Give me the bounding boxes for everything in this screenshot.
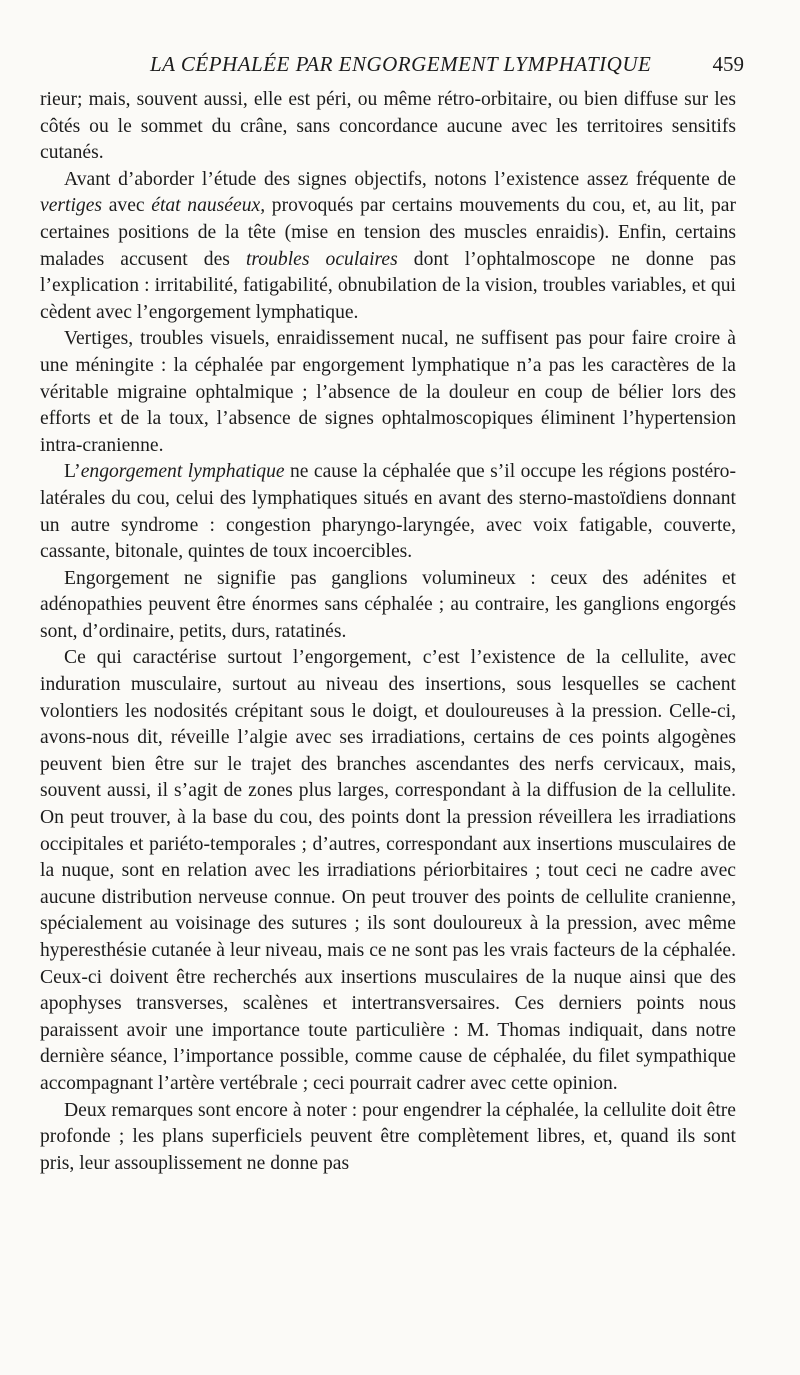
paragraph xyxy=(40,645,736,1097)
text-run: ne cause la céphalée que s’il occupe les régions postéro-latérales du cou, celui des lymphatiques situés en avant des sterno-mastoïdiens donnant un autre syndrome : congestion pharyngo-laryngée, avec voix fatigable, couverte, cassante, bitonale, quintes de toux incoercibles. xyxy=(40,461,736,563)
text-run: dont l’ophtalmoscope ne donne pas l’explication : irritabilité, fatigabilité, obnubilation de la vision, troubles variables, et qui cèdent avec l’engorgement lymphatique. xyxy=(40,248,736,323)
paragraph xyxy=(40,87,736,167)
text-run: Ce qui caractérise surtout l’engorgement, c’est l’existence de la cellulite, avec induration musculaire, surtout au niveau des insertions, sous lesquelles se cachent volontiers les nodosités crépitant sous le doigt, et douloureuses à la pression. Celle-ci, avons-nous dit, réveille l’algie avec ses irradiations, certains de ces points algogènes peuvent bien être sur le trajet des branches ascendantes des nerfs cervicaux, mais, souvent aussi, il s’agit de zones plus larges, correspondant à la diffusion de la cellulite. On peut trouver, à la base du cou, des points dont la pression réveillera les irradiations occipitales et pariéto-temporales ; d’autres, correspondant aux insertions musculaires de la nuque, sont en relation avec les irradiations périorbitaires ; tout ceci ne cadre avec aucune distribution nerveuse connue. On peut trouver des points de cellulite cranienne, spécialement au voisinage des sutures ; ils sont douloureux à la pression, avec même hyperesthésie cutanée à leur niveau, mais ce ne sont pas les vrais facteurs de la céphalée. Ceux-ci doivent être recherchés aux insertions musculaires de la nuque ainsi que des apophyses transverses, scalènes et intertransversaires. Ces derniers points nous paraissent avoir une importance toute particulière : M. Thomas indiquait, dans notre dernière séance, l’importance possible, comme cause de céphalée, du filet sympathique accompagnant l’artère vertébrale ; ceci pourrait cadrer avec cette opinion. xyxy=(40,647,736,1094)
text-run: Engorgement ne signifie pas ganglions volumineux : ceux des adénites et adénopathies peuvent être énormes sans céphalée ; au contraire, les ganglions engorgés sont, d’ordinaire, petits, durs, ratatinés. xyxy=(40,567,736,642)
text-run: provoqués par certains mouvements du cou, et, au lit, par certaines positions de la tête (mise en tension des muscles enraidis). Enfin, certains malades accusent des xyxy=(40,195,737,270)
paragraph xyxy=(40,326,736,459)
paragraph xyxy=(40,167,736,327)
body-text xyxy=(40,87,736,1177)
page-header xyxy=(40,52,744,84)
text-run: avec xyxy=(102,195,152,217)
text-run: Vertiges, troubles visuels, enraidissement nucal, ne suffisent pas pour faire croire à une méningite : la céphalée par engorgement lymphatique n’a pas les caractères de la véritable migraine ophtalmique ; l’absence de la douleur en coup de bélier lors des efforts et de la toux, l’absence de signes ophtalmoscopiques éliminent l’hypertension intra-cranienne. xyxy=(40,328,736,456)
italic-run: troubles oculaires xyxy=(245,248,398,270)
running-title: LA CÉPHALÉE PAR ENGORGEMENT LYMPHATIQUE xyxy=(150,52,652,76)
paragraph xyxy=(40,1098,736,1178)
paragraph xyxy=(40,459,736,565)
italic-run: vertiges xyxy=(40,195,103,217)
italic-run: engorgement lymphatique xyxy=(80,461,285,483)
text-run: Avant d’aborder l’étude des signes objectifs, notons l’existence assez fréquente de xyxy=(64,168,736,190)
paragraph xyxy=(40,566,736,646)
text-run: L’ xyxy=(64,461,81,483)
italic-run: état nauséeux, xyxy=(151,195,266,217)
page-number: 459 xyxy=(712,52,744,76)
text-run: Deux remarques sont encore à noter : pour engendrer la céphalée, la cellulite doit être profonde ; les plans superficiels peuvent être complètement libres, et, quand ils sont pris, leur assouplissement ne donne pas xyxy=(40,1099,736,1174)
text-run: rieur; mais, souvent aussi, elle est péri, ou même rétro-orbitaire, ou bien diffuse sur les côtés ou le sommet du crâne, sans concordance aucune avec les territoires sensitifs cutanés. xyxy=(40,89,736,164)
